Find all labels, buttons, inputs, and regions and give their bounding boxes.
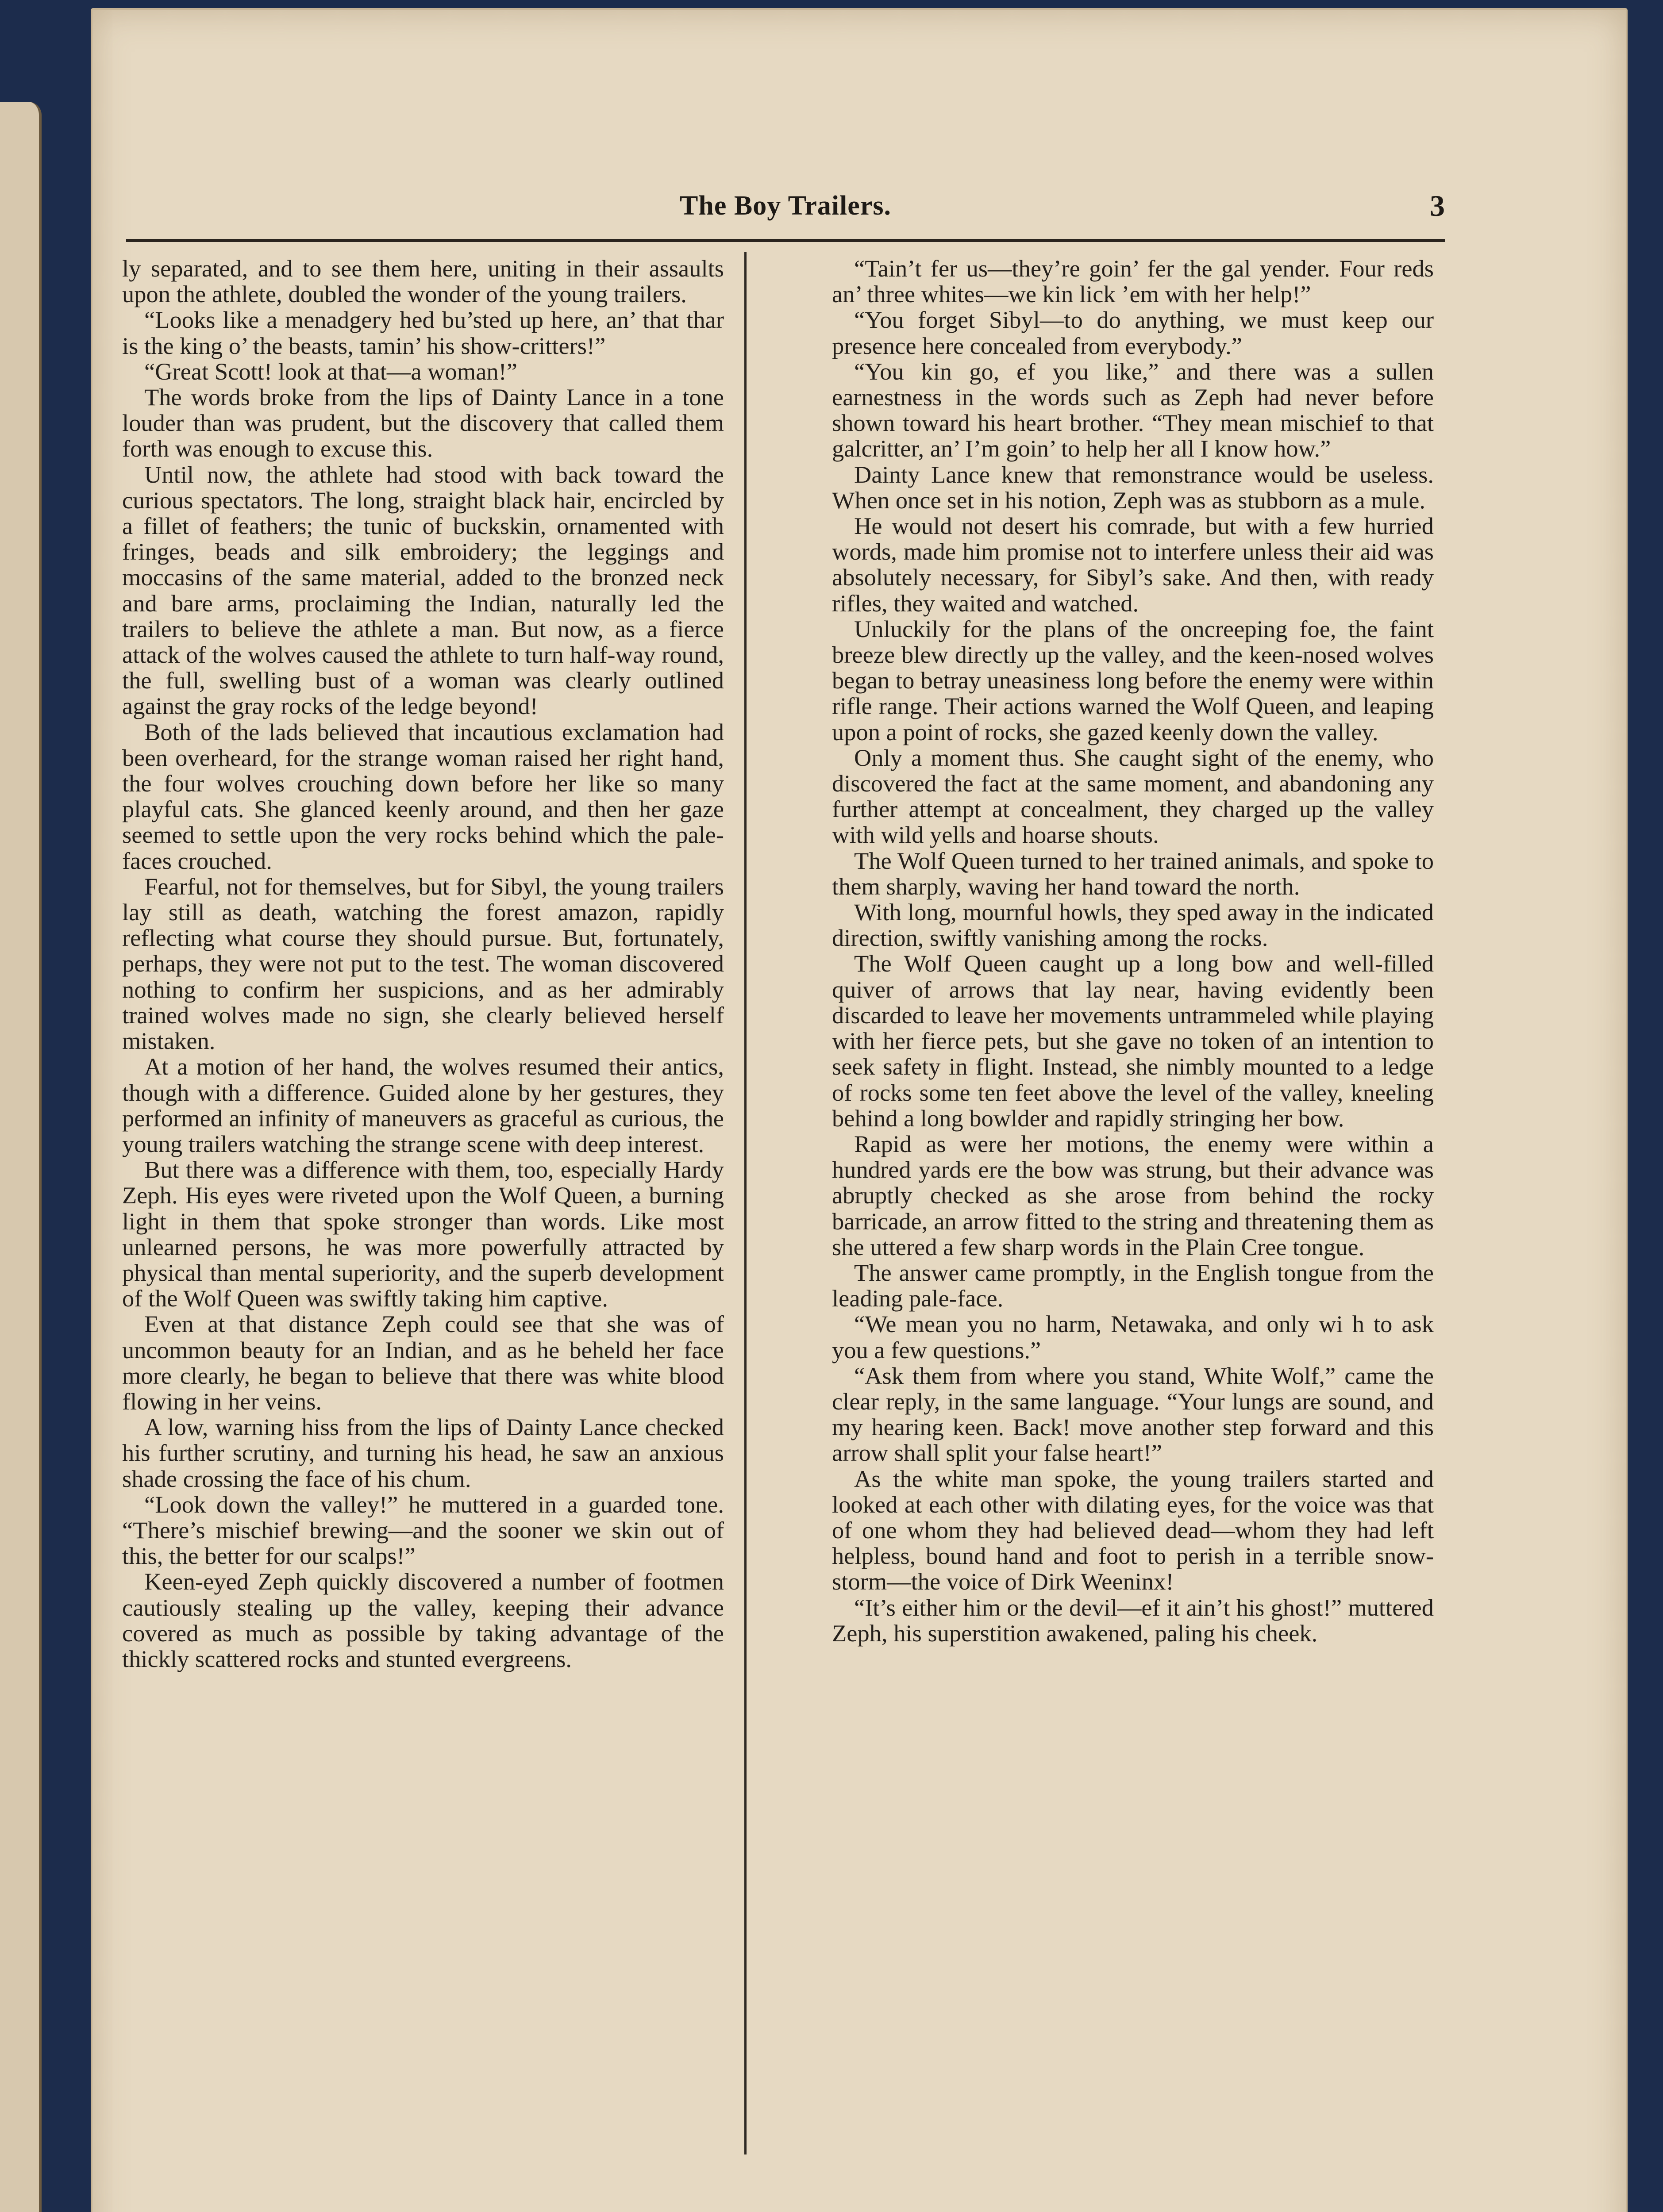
- paragraph: The Wolf Queen caught up a long bow and well-filled quiver of arrows that lay near, having evidently been discarded to leave her movements untrammeled while playing with her fierce pets, but she gave no token of an intention to seek safety in flight. Instead, she nimbly mounted to a ledge of rocks some ten feet above the level of the valley, kneeling behind a long bowlder and rapidly stringing her bow.: [832, 950, 1434, 1132]
- paragraph: Rapid as were her motions, the enemy were within a hundred yards ere the bow was strung, but their advance was abruptly checked as she arose from behind the rocky barricade, an arrow fitted to the string and threatening them as she uttered a few sharp words in the Plain Cree tongue.: [832, 1130, 1434, 1260]
- adjacent-page-edge: [0, 102, 42, 2212]
- running-title: The Boy Trailers.: [680, 191, 891, 221]
- paragraph: Until now, the athlete had stood with back toward the curious spectators. The long, straight black hair, encircled by a fillet of feathers; the tunic of buckskin, ornamented with fringes, beads and silk embroidery; the leggings and moccasins of the same material, added to the bronzed neck and bare arms, proclaiming the Indian, naturally led the trailers to believe the athlete a man. But now, as a fierce attack of the wolves caused the athlete to turn half-way round, the full, swelling bust of a woman was clearly outlined against the gray rocks of the ledge beyond!: [122, 461, 724, 720]
- header-rule: [126, 239, 1445, 242]
- paragraph: “Look down the valley!” he muttered in a guarded tone. “There’s mischief brewing—and the sooner we skin out of this, the better for our scalps!”: [122, 1490, 724, 1570]
- paragraph: “Looks like a menadgery hed bu’sted up here, an’ that thar is the king o’ the beasts, tamin’ his show-critters!”: [122, 306, 724, 359]
- paragraph: He would not desert his comrade, but with a few hurried words, made him promise not to interfere unless their aid was absolutely necessary, for Sibyl’s sake. And then, with ready rifles, they waited and watched.: [832, 512, 1434, 617]
- paragraph: “We mean you no harm, Netawaka, and only wi h to ask you a few questions.”: [832, 1310, 1434, 1363]
- column-divider: [744, 252, 747, 2154]
- paragraph: “You kin go, ef you like,” and there was a sullen earnestness in the words such as Zeph had never before shown toward his heart brother. “They mean mischief to that galcritter, an’ I’m goin’ to help her all I know how.”: [832, 357, 1434, 462]
- running-head: [126, 190, 1445, 231]
- page-number: 3: [1430, 189, 1445, 223]
- paragraph: A low, warning hiss from the lips of Dainty Lance checked his further scrutiny, and turning his head, he saw an anxious shade crossing the face of his chum.: [122, 1413, 724, 1492]
- paragraph: Keen-eyed Zeph quickly discovered a number of footmen cautiously stealing up the valley, keeping their advance covered as much as possible by taking advantage of the thickly scattered rocks and stunted evergreens.: [122, 1568, 724, 1672]
- paragraph: “You forget Sibyl—to do anything, we must keep our presence here concealed from everybody.”: [832, 306, 1434, 359]
- paragraph: Unluckily for the plans of the oncreeping foe, the faint breeze blew directly up the valley, and the keen-nosed wolves began to betray uneasiness long before the enemy were within rifle range. Their actions warned the Wolf Queen, and leaping upon a point of rocks, she gazed keenly down the valley.: [832, 615, 1434, 745]
- paragraph: The Wolf Queen turned to her trained animals, and spoke to them sharply, waving her hand toward the north.: [832, 847, 1434, 900]
- paragraph: “Great Scott! look at that—a woman!”: [144, 357, 517, 385]
- paragraph: But there was a difference with them, too, especially Hardy Zeph. His eyes were riveted upon the Wolf Queen, a burning light in them that spoke stronger than words. Like most unlearned persons, he was more powerfully attracted by physical than mental superiority, and the superb development of the Wolf Queen was swiftly taking him captive.: [122, 1156, 724, 1312]
- paragraph: Both of the lads believed that incautious exclamation had been overheard, for the strange woman raised her right hand, the four wolves crouching down before her like so many playful cats. She glanced keenly around, and then her gaze seemed to settle upon the very rocks behind which the pale-faces crouched.: [122, 718, 724, 874]
- paragraph: At a motion of her hand, the wolves resumed their antics, though with a difference. Guided alone by her gestures, they performed an infinity of maneuvers as graceful as curious, the young trailers watching the strange scene with deep interest.: [122, 1053, 724, 1157]
- paragraph: “Tain’t fer us—they’re goin’ fer the gal yender. Four reds an’ three whites—we kin lick ’em with her help!”: [832, 255, 1434, 308]
- paragraph: Only a moment thus. She caught sight of the enemy, who discovered the fact at the same moment, and abandoning any further attempt at concealment, they charged up the valley with wild yells and hoarse shouts.: [832, 744, 1434, 849]
- paragraph: Even at that distance Zeph could see that she was of uncommon beauty for an Indian, and as he beheld her face more clearly, he began to believe that there was white blood flowing in her veins.: [122, 1310, 724, 1415]
- paragraph: “Ask them from where you stand, White Wolf,” came the clear reply, in the same language. “Your lungs are sound, and my hearing keen. Back! move another step forward and this arrow shall split your false heart!”: [832, 1362, 1434, 1467]
- paragraph: The words broke from the lips of Dainty Lance in a tone louder than was prudent, but the discovery that called them forth was enough to excuse this.: [122, 384, 724, 462]
- paragraph: ly separated, and to see them here, uniting in their assaults upon the athlete, doubled the wonder of the young trailers.: [122, 255, 724, 308]
- paragraph: With long, mournful howls, they sped away in the indicated direction, swiftly vanishing among the rocks.: [832, 899, 1434, 952]
- paragraph: “It’s either him or the devil—ef it ain’t his ghost!” muttered Zeph, his superstition awakened, paling his cheek.: [832, 1594, 1434, 1647]
- right-text-column: [832, 256, 1434, 1646]
- paragraph: The answer came promptly, in the English tongue from the leading pale-face.: [832, 1259, 1434, 1312]
- paragraph: Dainty Lance knew that remonstrance would be useless. When once set in his notion, Zeph was as stubborn as a mule.: [832, 461, 1434, 514]
- paragraph: As the white man spoke, the young trailers started and looked at each other with dilating eyes, for the voice was that of one whom they had believed dead—whom they had left helpless, bound hand and foot to perish in a terrible snow-storm—the voice of Dirk Weeninx!: [832, 1465, 1434, 1595]
- left-text-column: [122, 256, 724, 1672]
- paragraph: Fearful, not for themselves, but for Sibyl, the young trailers lay still as death, watching the forest amazon, rapidly reflecting what course they should pursue. But, fortunately, perhaps, they were not put to the test. The woman discovered nothing to confirm her suspicions, and as her admirably trained wolves made no sign, she clearly believed herself mistaken.: [122, 872, 724, 1055]
